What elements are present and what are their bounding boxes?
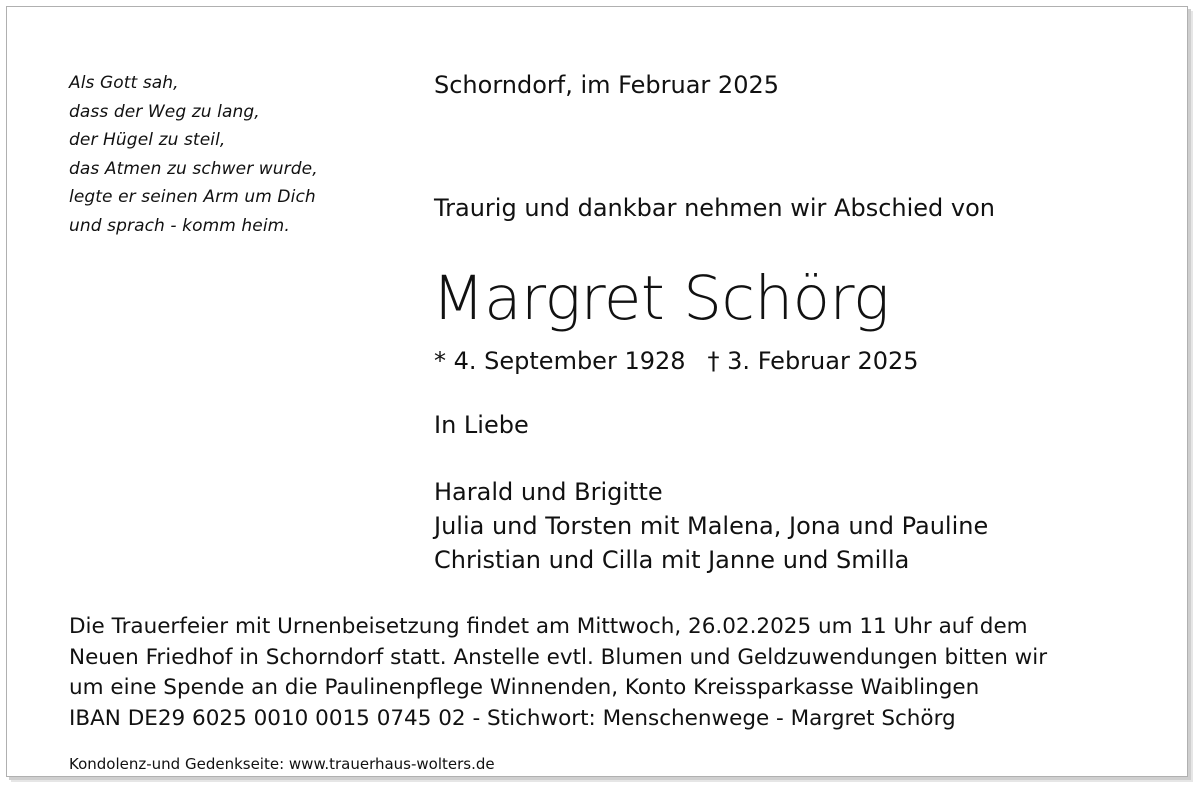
poem	[69, 69, 318, 240]
life-dates	[434, 347, 919, 375]
obituary-card	[6, 6, 1188, 777]
ceremony-line: Neuen Friedhof in Schorndorf statt. Anstelle evtl. Blumen und Geldzuwendungen bitten wir	[69, 644, 1048, 670]
mourner-line: Harald und Brigitte	[434, 478, 663, 506]
poem-line: das Atmen zu schwer wurde,	[69, 158, 318, 179]
poem-line: Als Gott sah,	[69, 73, 179, 93]
ceremony-notice	[69, 612, 1047, 734]
condolence-website: Kondolenz-und Gedenkseite: www.trauerhaus-wolters.de	[69, 755, 495, 773]
poem-line: und sprach - komm heim.	[69, 215, 290, 236]
birth-date: * 4. September 1928	[434, 347, 686, 375]
ceremony-line: um eine Spende an die Paulinenpflege Winnenden, Konto Kreissparkasse Waiblingen	[69, 675, 980, 700]
place-date: Schorndorf, im Februar 2025	[434, 71, 779, 99]
farewell-line: Traurig und dankbar nehmen wir Abschied von	[434, 194, 996, 222]
deceased-name: Margret Schörg	[432, 263, 890, 334]
poem-line: legte er seinen Arm um Dich	[69, 187, 316, 207]
mourners-intro: In Liebe	[434, 411, 529, 439]
death-date: † 3. Februar 2025	[707, 347, 919, 375]
ceremony-line: IBAN DE29 6025 0010 0015 0745 02 - Stichwort: Menschenwege - Margret Schörg	[69, 705, 956, 731]
mourner-line: Julia und Torsten mit Malena, Jona und Pauline	[434, 512, 989, 540]
mourners-list	[434, 475, 988, 577]
ceremony-line: Die Trauerfeier mit Urnenbeisetzung findet am Mittwoch, 26.02.2025 um 11 Uhr auf dem	[69, 614, 1028, 639]
poem-line: der Hügel zu steil,	[69, 130, 226, 150]
poem-line: dass der Weg zu lang,	[69, 101, 260, 122]
mourner-line: Christian und Cilla mit Janne und Smilla	[434, 546, 910, 574]
